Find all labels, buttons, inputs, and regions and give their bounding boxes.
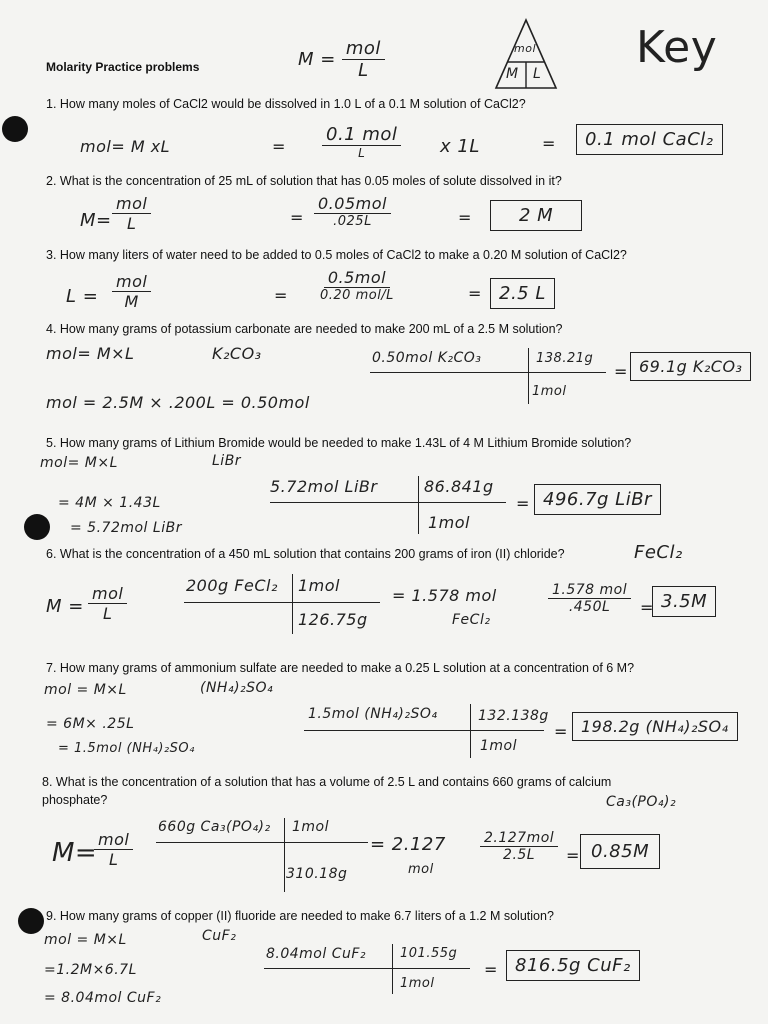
- q5-answer-box: 496.7g LiBr: [534, 484, 661, 515]
- question-8-line-1: 8. What is the concentration of a solution that has a volume of 2.5 L and contains 660 grams of calcium: [42, 775, 612, 789]
- q3-equals: =: [274, 286, 288, 305]
- q6-formula-fraction: [88, 584, 127, 623]
- q5-conversion-divider: [418, 476, 419, 534]
- question-2: 2. What is the concentration of 25 mL of solution that has 0.05 moles of solute dissolved in it?: [46, 174, 562, 188]
- question-6: 6. What is the concentration of a 450 mL solution that contains 200 grams of iron (II) chloride?: [46, 547, 565, 561]
- q6-formula-numerator: mol: [88, 584, 127, 604]
- q7-conversion-top-right: 132.138g: [478, 708, 549, 724]
- q5-conversion-top-right: 86.841g: [424, 477, 494, 496]
- triangle-left-label: M: [506, 66, 519, 82]
- q5-conversion-bar: [270, 502, 506, 503]
- q9-compound: CuF₂: [202, 928, 237, 944]
- q9-conversion-top-left: 8.04mol CuF₂: [266, 946, 367, 962]
- q1-formula: mol= M xL: [80, 137, 171, 156]
- q8-conversion-top-right: 1mol: [292, 819, 329, 835]
- worksheet-title: Molarity Practice problems: [46, 60, 200, 74]
- q6-answer-box: 3.5M: [652, 586, 716, 617]
- q4-conversion-bar: [370, 372, 606, 373]
- q9-conversion-divider: [392, 944, 393, 994]
- q2-value-numerator: 0.05mol: [314, 194, 391, 214]
- q4-conversion-bottom-right: 1mol: [532, 384, 567, 399]
- q8-formula-fraction: [94, 830, 133, 869]
- q7-answer-box: 198.2g (NH₄)₂SO₄: [572, 712, 738, 741]
- q9-conversion-bar: [264, 968, 470, 969]
- q6-equals-2: =: [640, 598, 654, 617]
- q3-value-numerator: 0.5mol: [324, 268, 390, 288]
- q9-conversion-top-right: 101.55g: [400, 946, 458, 961]
- q4-conversion-top-left: 0.50mol K₂CO₃: [372, 350, 482, 366]
- q9-answer-box: 816.5g CuF₂: [506, 950, 640, 981]
- q8-result: = 2.127: [370, 834, 446, 855]
- q9-work-1: =1.2M×6.7L: [44, 962, 137, 978]
- q6-conversion-divider: [292, 574, 293, 634]
- key-label: Key: [636, 22, 718, 73]
- q5-equals: =: [516, 494, 530, 513]
- q8-value-denominator: 2.5L: [503, 847, 536, 863]
- q7-equals: =: [554, 722, 568, 741]
- bullet-dot: [18, 908, 44, 934]
- q8-result-unit: mol: [408, 862, 434, 877]
- q8-conversion-divider: [284, 818, 285, 892]
- q3-formula-denominator: M: [124, 292, 139, 311]
- q9-conversion-bottom-right: 1mol: [400, 976, 435, 991]
- q7-work-2: = 1.5mol (NH₄)₂SO₄: [58, 741, 195, 756]
- q1-value-numerator: 0.1 mol: [322, 124, 401, 146]
- q8-answer-box: 0.85M: [580, 834, 660, 869]
- q2-answer-box: 2 M: [490, 200, 582, 231]
- q2-equals-2: =: [458, 208, 472, 227]
- q6-formula-denominator: L: [102, 604, 113, 623]
- q8-conversion-top-left: 660g Ca₃(PO₄)₂: [158, 819, 271, 835]
- q1-equals-2: =: [542, 134, 556, 153]
- formula-denominator: L: [358, 60, 369, 81]
- q6-lhs: M =: [46, 596, 84, 617]
- q8-value-fraction: [480, 830, 558, 863]
- q3-equals-2: =: [468, 284, 482, 303]
- q2-lhs: M=: [80, 210, 112, 231]
- q2-value-fraction: [314, 194, 391, 229]
- q1-times-volume: x 1L: [440, 136, 480, 157]
- formula-lhs: M =: [298, 49, 336, 70]
- q6-conversion-top-left: 200g FeCl₂: [186, 576, 278, 595]
- q1-value-fraction: [322, 124, 401, 160]
- q5-conversion-top-left: 5.72mol LiBr: [270, 477, 378, 496]
- question-7: 7. How many grams of ammonium sulfate are needed to make a 0.25 L solution at a concentration of 6 M?: [46, 661, 635, 675]
- q9-formula: mol = M×L: [44, 932, 127, 948]
- q4-compound: K₂CO₃: [212, 344, 262, 363]
- q3-formula-numerator: mol: [112, 272, 151, 292]
- q6-result: = 1.578 mol: [392, 586, 497, 605]
- q6-result-unit: FeCl₂: [452, 612, 491, 628]
- q3-value-denominator: 0.20 mol/L: [320, 288, 394, 303]
- bullet-dot: [2, 116, 28, 142]
- q6-conversion-bottom-right: 126.75g: [298, 610, 368, 629]
- q8-lhs: M=: [52, 838, 98, 868]
- q5-compound: LiBr: [212, 453, 242, 469]
- question-3: 3. How many liters of water need to be added to 0.5 moles of CaCl2 to make a 0.20 M solution of CaCl2?: [46, 248, 627, 262]
- formula-fraction: [342, 38, 385, 81]
- q4-work: mol = 2.5M × .200L = 0.50mol: [46, 393, 310, 412]
- q3-lhs: L =: [66, 286, 99, 307]
- q5-work-2: = 5.72mol LiBr: [70, 520, 182, 536]
- q3-answer-box: 2.5 L: [490, 278, 555, 309]
- q4-conversion-top-right: 138.21g: [536, 351, 594, 366]
- question-1: 1. How many moles of CaCl2 would be dissolved in 1.0 L of a 0.1 M solution of CaCl2?: [46, 97, 526, 111]
- question-4: 4. How many grams of potassium carbonate are needed to make 200 mL of a 2.5 M solution?: [46, 322, 563, 336]
- q7-conversion-divider: [470, 704, 471, 758]
- q7-conversion-top-left: 1.5mol (NH₄)₂SO₄: [308, 706, 438, 722]
- q4-equals: =: [614, 362, 628, 381]
- q8-formula-denominator: L: [108, 850, 119, 869]
- q1-answer-box: 0.1 mol CaCl₂: [576, 124, 723, 155]
- q5-formula: mol= M×L: [40, 455, 118, 471]
- q6-conversion-top-right: 1mol: [298, 576, 340, 595]
- q8-formula-numerator: mol: [94, 830, 133, 850]
- q1-value-denominator: L: [358, 146, 366, 160]
- q4-answer-box: 69.1g K₂CO₃: [630, 352, 751, 381]
- q6-value-fraction: [548, 582, 631, 615]
- triangle-right-label: L: [533, 66, 542, 82]
- q6-conversion-bar: [184, 602, 380, 603]
- q1-equals: =: [272, 137, 286, 156]
- question-8-line-2: phosphate?: [42, 793, 108, 807]
- q2-value-denominator: .025L: [333, 214, 372, 229]
- q7-formula: mol = M×L: [44, 682, 127, 698]
- molarity-formula: [298, 38, 385, 81]
- q6-value-numerator: 1.578 mol: [548, 582, 631, 599]
- question-5: 5. How many grams of Lithium Bromide would be needed to make 1.43L of 4 M Lithium Bromide solution?: [46, 436, 632, 450]
- q7-conversion-bottom-right: 1mol: [480, 738, 517, 754]
- q7-work-1: = 6M× .25L: [46, 716, 135, 732]
- q4-formula: mol= M×L: [46, 344, 135, 363]
- q2-equals: =: [290, 208, 304, 227]
- q9-work-2: = 8.04mol CuF₂: [44, 990, 162, 1006]
- q2-formula-fraction: [112, 194, 151, 233]
- q7-compound: (NH₄)₂SO₄: [200, 680, 274, 696]
- formula-numerator: mol: [342, 38, 385, 60]
- q2-formula-numerator: mol: [112, 194, 151, 214]
- q2-formula-denominator: L: [126, 214, 137, 233]
- q3-formula-fraction: [112, 272, 151, 311]
- q4-conversion-divider: [528, 348, 529, 404]
- question-9: 9. How many grams of copper (II) fluoride are needed to make 6.7 liters of a 1.2 M solution?: [46, 909, 554, 923]
- q7-conversion-bar: [304, 730, 544, 731]
- q6-compound: FeCl₂: [634, 542, 683, 563]
- q5-work-1: = 4M × 1.43L: [58, 495, 161, 511]
- q8-conversion-bar: [156, 842, 368, 843]
- bullet-dot: [24, 514, 50, 540]
- q8-value-numerator: 2.127mol: [480, 830, 558, 847]
- q8-conversion-bottom-left: 310.18g: [286, 866, 348, 882]
- triangle-top-label: mol: [514, 42, 537, 55]
- q8-equals-2: =: [566, 846, 580, 865]
- q3-value-fraction: [316, 268, 398, 303]
- q6-value-denominator: .450L: [568, 599, 611, 615]
- q8-compound: Ca₃(PO₄)₂: [606, 794, 677, 810]
- q9-equals: =: [484, 960, 498, 979]
- q5-conversion-bottom-right: 1mol: [428, 513, 470, 532]
